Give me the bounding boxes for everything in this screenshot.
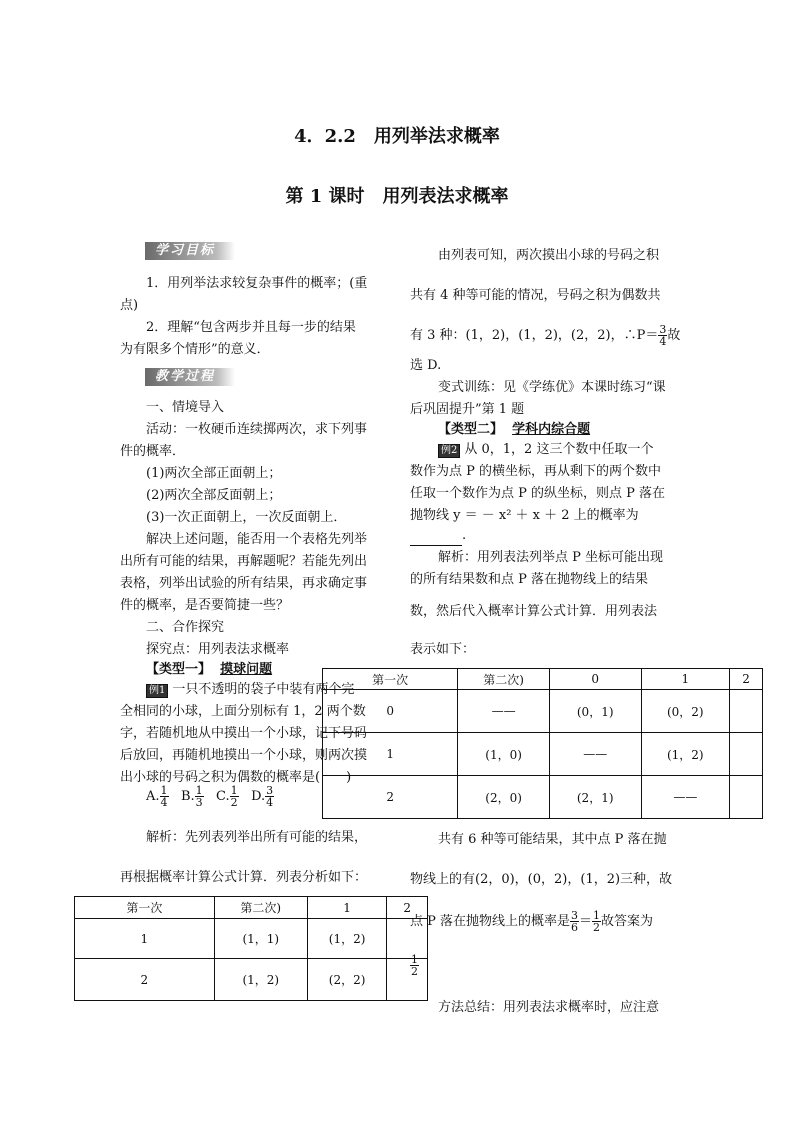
table-row [323, 776, 763, 819]
table-row [323, 690, 763, 733]
table-row [323, 733, 763, 776]
section-heading-process: 教学过程 [145, 368, 235, 386]
table-2-header-cell: 第二次) [458, 669, 550, 690]
table-2-cell: 0 [323, 690, 458, 733]
result-fraction-1: $\frac{3}{6}$ [571, 909, 579, 934]
variant-line-2: 后巩固提升”第 1 题 [410, 402, 525, 417]
table-2-header-cell: 第一次 [323, 669, 458, 690]
table-1-cell [387, 959, 428, 1001]
table-1-cell: (2，2) [307, 959, 386, 1001]
question-line-1: 解决上述问题，能否用一个表格先列举 [146, 532, 368, 547]
goal-1-line-1: 1．用列举法求较复杂事件的概率；(重 [146, 276, 368, 291]
table-2-header-row [323, 669, 763, 690]
table-2-cell: —— [458, 690, 550, 733]
activity-line-1: 活动：一枚硬币连续掷两次，求下列事 [146, 422, 368, 437]
table-1-header-cell: 第二次) [214, 897, 307, 919]
explore-point: 探究点：用列表法求概率 [146, 642, 290, 657]
table-1-header-cell: 1 [307, 897, 386, 919]
process-heading-intro: 一、情境导入 [146, 400, 225, 415]
type-1-heading [146, 660, 272, 680]
result-fraction-2: $\frac{1}{2}$ [593, 909, 601, 934]
solution-line-1: 解析：用列表法列举点 P 坐标可能出现 [438, 550, 664, 565]
case-2: (2)两次全部反面朝上； [146, 488, 282, 503]
table-2-cell: —— [549, 733, 641, 776]
result-equals: ＝ [579, 914, 593, 929]
table-2-cell: (2，0) [458, 776, 550, 819]
table-row [75, 919, 428, 959]
option-a-label: A. [146, 789, 160, 804]
table-1 [74, 896, 428, 1001]
goal-1-line-2: 点) [120, 298, 139, 313]
option-d-label: D. [251, 789, 266, 804]
solution-line-4: 表示如下： [410, 642, 476, 657]
solution-line-2: 的所有结果数和点 P 落在抛物线上的结果 [410, 572, 649, 587]
table-2 [322, 668, 763, 819]
example-2-line-2: 数作为点 P 的横坐标，再从剩下的两个数中 [410, 464, 662, 479]
example-1-tag: 例1 [146, 684, 168, 698]
page-title: 4．2.2 用列举法求概率 [294, 126, 500, 147]
right-line-4: 选 D. [410, 358, 442, 373]
table-2-cell [730, 733, 763, 776]
table-2-header-cell: 1 [641, 669, 730, 690]
example-2-line-1 [438, 440, 653, 460]
solution-line-3: 数，然后代入概率计算公式计算．用列表法 [410, 604, 658, 619]
answer-fraction-line [410, 950, 419, 982]
table-row [75, 959, 428, 1001]
right-line-3-text: 有 3 种：(1，2)，(1，2)，(2，2)，∴P＝ [410, 328, 659, 343]
activity-line-2: 件的概率． [120, 444, 186, 459]
right-line-1: 由列表可知，两次摸出小球的号码之积 [438, 248, 660, 263]
result-line-3-end: 故答案为 [601, 914, 654, 929]
type-2-heading [438, 420, 590, 440]
table-1-header-cell: 2 [387, 897, 428, 919]
result-line-3 [410, 906, 653, 938]
table-1-cell: (1，2) [307, 919, 386, 959]
option-c-label: C. [216, 789, 230, 804]
example-2-line-3: 任取一个数作为点 P 的纵坐标，则点 P 落在 [410, 486, 666, 501]
example-1-line-2: 全相同的小球，上面分别标有 1，2 两个数 [120, 704, 366, 719]
table-2-header-cell: 0 [549, 669, 641, 690]
example-1-line-4: 后放回，再随机地摸出一个小球，则两次摸 [120, 748, 368, 763]
example-1-line-3: 字，若随机地从中摸出一个小球，记下号码 [120, 726, 368, 741]
type-1-name: 摸球问题 [220, 662, 273, 677]
answer-fraction: $\frac{1}{2}$ [411, 953, 418, 978]
type-1-label: 【类型一】 [146, 662, 212, 677]
goal-2-line-2: 为有限多个情形”的意义． [120, 342, 270, 357]
table-2-cell [730, 690, 763, 733]
table-1-header-row [75, 897, 428, 919]
analysis-1-line-1: 解析：先列表列举出所有可能的结果， [146, 830, 368, 845]
lesson-subtitle: 第 1 课时 用列表法求概率 [285, 186, 509, 207]
table-2-cell: (2，1) [549, 776, 641, 819]
right-line-3-end: 故 [667, 328, 681, 343]
table-2-cell: (0，1) [549, 690, 641, 733]
result-line-3-text: 点 P 落在抛物线上的概率是 [410, 914, 571, 929]
table-2-header-cell: 2 [730, 669, 763, 690]
table-1-cell: (1，1) [214, 919, 307, 959]
example-1-line-5-text: 出小球的号码之积为偶数的概率是( [120, 770, 321, 785]
example-2-line-4: 抛物线 y ＝ － x² ＋ x ＋ 2 上的概率为 [410, 508, 639, 523]
table-1-cell: 1 [75, 919, 215, 959]
table-2-cell: 1 [323, 733, 458, 776]
type-2-label: 【类型二】 [438, 422, 504, 437]
case-3: (3)一次正面朝上，一次反面朝上． [146, 510, 347, 525]
option-d-fraction: $\frac{3}{4}$ [266, 784, 274, 809]
answer-blank-period: . [462, 528, 467, 543]
table-1-cell: (1，2) [214, 959, 307, 1001]
method-summary: 方法总结：用列表法求概率时，应注意 [438, 1000, 660, 1015]
right-line-2: 共有 4 种等可能的情况，号码之积为偶数共 [410, 288, 661, 303]
goal-2-line-1: 2．理解“包含两步并且每一步的结果 [146, 320, 356, 335]
option-b-fraction: $\frac{1}{3}$ [195, 784, 203, 809]
result-line-2: 物线上的有(2，0)，(0，2)，(1，2)三种，故 [410, 872, 673, 887]
option-a-fraction: $\frac{1}{4}$ [160, 784, 168, 809]
example-2-line-5 [410, 526, 466, 546]
question-line-4: 件的概率，是否要简捷一些？ [120, 598, 290, 613]
answer-blank [410, 531, 462, 546]
table-2-cell: 2 [323, 776, 458, 819]
result-line-1: 共有 6 种等可能结果，其中点 P 落在抛 [438, 832, 667, 847]
table-2-cell: —— [641, 776, 730, 819]
option-b-label: B. [180, 789, 195, 804]
question-line-2: 出所有可能的结果，再解题呢？若能先列出 [120, 554, 368, 569]
example-1-options [146, 782, 274, 812]
table-2-cell: (0，2) [641, 690, 730, 733]
example-2-tag: 例2 [438, 444, 460, 458]
question-line-3: 表格，列举出试验的所有结果，再求确定事 [120, 576, 368, 591]
table-1-header-cell: 第一次 [75, 897, 215, 919]
section-heading-goals: 学习目标 [145, 242, 235, 260]
option-c-fraction: $\frac{1}{2}$ [230, 784, 238, 809]
table-1-cell: 2 [75, 959, 215, 1001]
table-2-cell: (1，0) [458, 733, 550, 776]
right-line-3 [410, 320, 680, 352]
variant-line-1: 变式训练：见《学练优》本课时练习“课 [438, 380, 666, 395]
probability-fraction: $\frac{3}{4}$ [659, 323, 667, 348]
table-2-cell [730, 776, 763, 819]
example-1-paren-close: ) [346, 770, 352, 785]
example-2-text: 从 0，1，2 这三个数中任取一个 [464, 442, 654, 457]
example-1-text: 一只不透明的袋子中装有两个完 [172, 682, 355, 697]
type-2-name: 学科内综合题 [512, 422, 591, 437]
process-heading-explore: 二、合作探究 [146, 620, 225, 635]
analysis-1-line-2: 再根据概率计算公式计算．列表分析如下： [120, 870, 368, 885]
case-1: (1)两次全部正面朝上； [146, 466, 282, 481]
table-2-cell: (1，2) [641, 733, 730, 776]
